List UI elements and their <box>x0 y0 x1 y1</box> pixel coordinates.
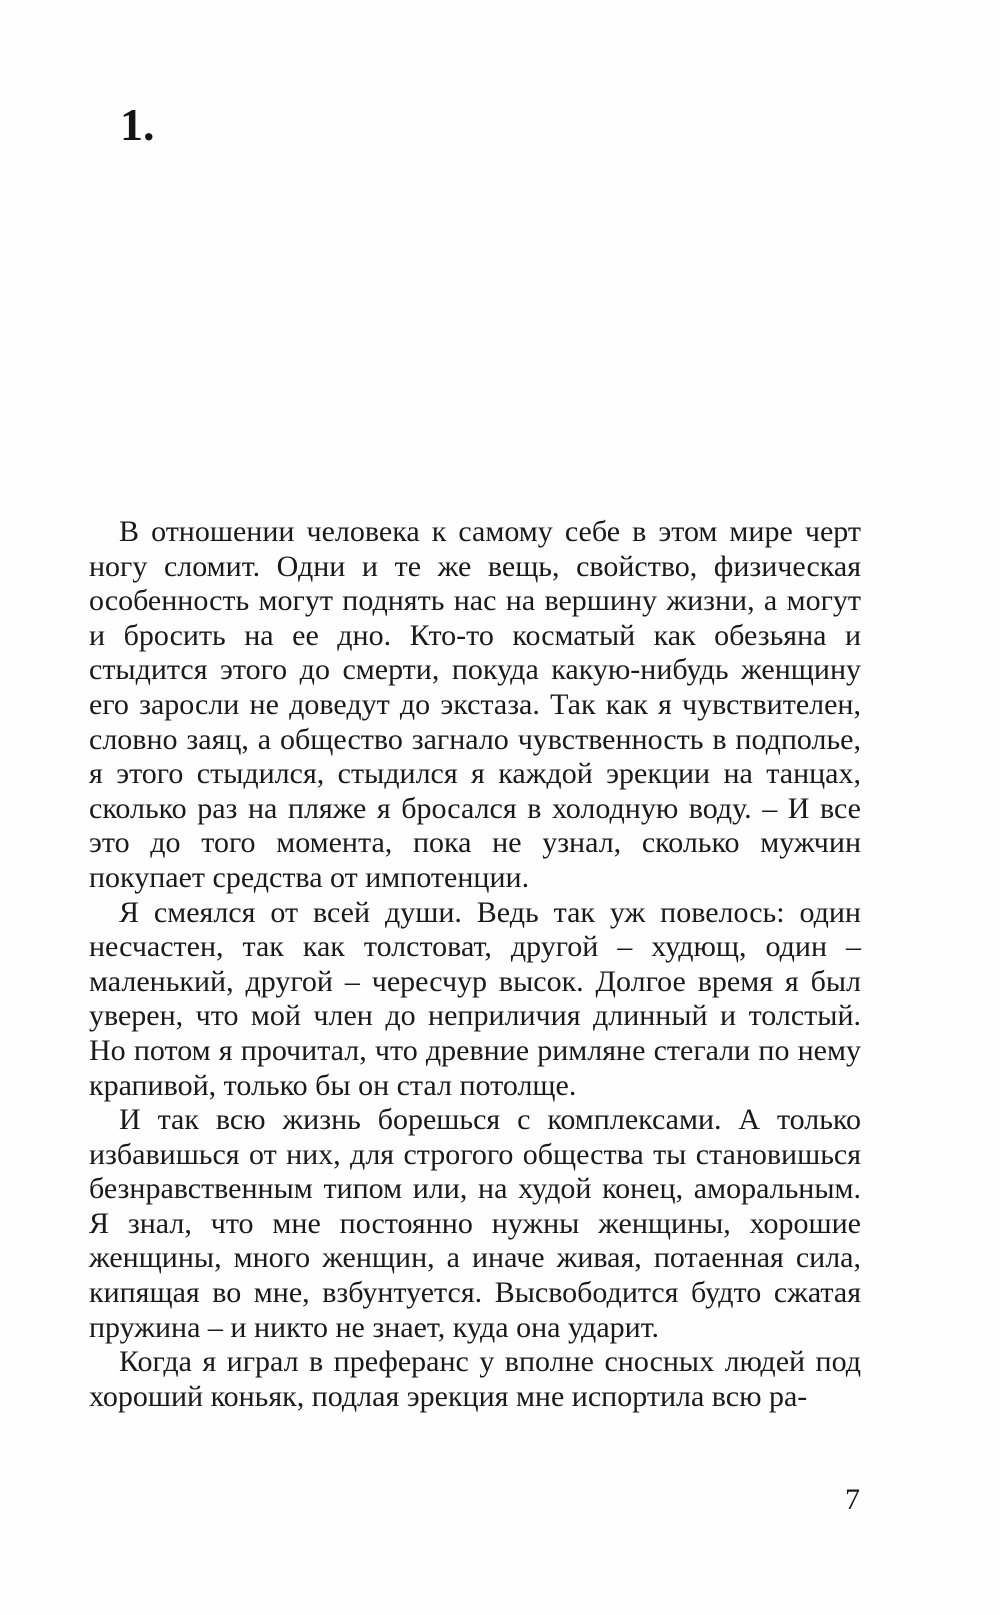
paragraph-4: Когда я играл в преферанс у вполне сносных людей под хороший коньяк, подлая эрекция мне испортила всю ра- <box>89 1345 861 1413</box>
body-text <box>89 515 861 1414</box>
paragraph-3: И так всю жизнь борешься с комплексами. А только избавишься от них, для строгого общества ты становишься безнравственным типом или, на худой конец, аморальным. Я знал, что мне постоянно нужны женщины, хорошие женщины, много женщин, а иначе живая, потаенная сила, кипящая во мне, взбунтуется. Высвободится будто сжатая пружина – и никто не знает, куда она ударит. <box>89 1103 861 1344</box>
chapter-number: 1. <box>120 99 155 150</box>
page-number: 7 <box>845 1483 860 1516</box>
paragraph-1: В отношении человека к самому себе в этом мире черт ногу сломит. Одни и те же вещь, свойство, физическая особенность могут поднять нас на вершину жизни, а могут и бросить на ее дно. Кто-то косматый как обезьяна и стыдится этого до смерти, покуда какую-нибудь женщину его заросли не доведут до экстаза. Так как я чувствителен, словно заяц, а общество загнало чувственность в подполье, я этого стыдился, стыдился я каждой эрекции на танцах, сколько раз на пляже я бросался в холодную воду. – И все это до того момента, пока не узнал, сколько мужчин покупает средства от импотенции. <box>89 515 861 894</box>
paragraph-2: Я смеялся от всей души. Ведь так уж повелось: один несчастен, так как толстоват, другой – худющ, один – маленький, другой – чересчур высок. Долгое время я был уверен, что мой член до неприличия длинный и толстый. Но потом я прочитал, что древние римляне стегали по нему крапивой, только бы он стал потолще. <box>89 895 861 1102</box>
